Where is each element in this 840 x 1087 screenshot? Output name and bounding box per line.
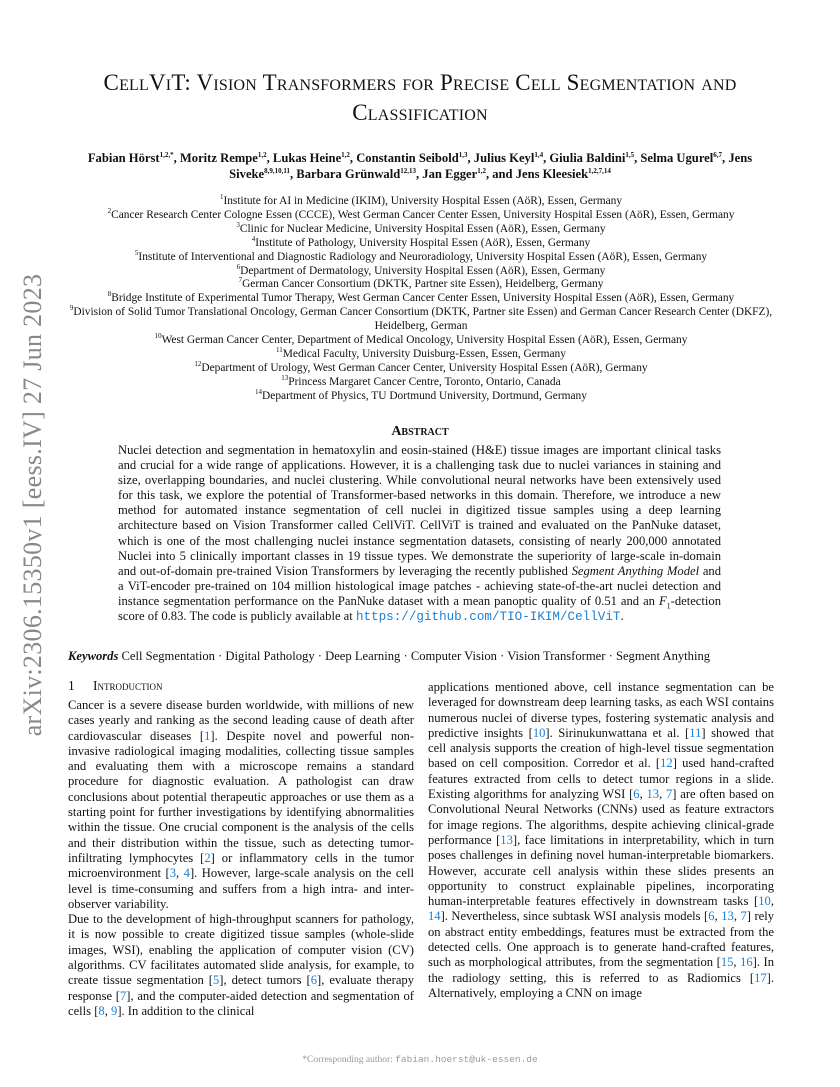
citation-link[interactable]: 10 [532,725,546,740]
citation-link[interactable]: 6 [633,787,640,802]
affiliation-text: Institute for AI in Medicine (IKIM), University Hospital Essen (AöR), Essen, Germany [223,195,623,207]
author-name: Lukas Heine [272,151,342,165]
affiliation [60,223,782,237]
affiliation [60,306,782,334]
keyword: Computer Vision [410,649,497,663]
affiliation [60,209,782,223]
author-name: Jens Siveke [229,151,753,181]
affiliation [60,278,782,292]
author-affiliation-index: 12,13 [400,166,416,175]
author-name: Julius Keyl [473,151,535,165]
affiliation-number: 8 [107,290,112,299]
abstract-text-1: Nuclei detection and segmentation in hematoxylin and eosin-stained (H&E) tissue images are important clinical tasks and crucial for a wide range of applications. However, it is a challenging task due to nuclei variances in staining and size, overlapping boundaries, and nuclei clustering. While convolutional neural networks have been extensively used for this task, we explore the potential of Transformer-based networks in this domain. Therefore, we introduce a new method for automated instance segmentation of cell nuclei in digitized tissue samples using a deep learning architecture based on Vision Transformer called CellViT. CellViT is trained and evaluated on the PanNuke dataset, which is one of the most challenging nuclei instance segmentation datasets, consisting of nearly 200,000 annotated Nuclei into 5 clinically important classes in 19 tissue types. We demonstrate the superiority of large-scale in-domain and out-of-domain pre-trained Vision Transformers by leveraging the recently published [118,443,721,578]
body-paragraph: Due to the development of high-throughput scanners for pathology, it is now possible to create digitized tissue samples (whole-slide images, WSI), enabling the application of computer vision (CV) algorithms. CV facilitates automated slide analysis, for example, to create tissue segmentation [5], detect tumors [6], evaluate therapy response [7], and the computer-aided detection and segmentation of cells [8, 9]. In addition to the clinical [68,912,415,1018]
affiliation-text: West German Cancer Center, Department of Medical Oncology, University Hospital Essen (AöR), Essen, Germany [161,334,688,347]
citation-link[interactable]: 13 [500,832,513,847]
affiliation-number: 4 [251,234,256,243]
author-affiliation-index: 1,2 [341,150,350,159]
affiliation-number: 3 [236,221,240,230]
citation-link[interactable]: 13 [721,909,734,924]
body-paragraph: Cancer is a severe disease burden worldwide, with millions of new cases yearly and ranking as the second leading cause of death after cardiovascular diseases [1]. Despite novel and powerful non-invasive radiological imaging modalities, collecting tissue samples and evaluating them with a microscope remains a standard procedure for diagnostic evaluation. A pathologist can draw conclusions about potential therapeutic approaches or use them as a starting point for further investigations by identifying abnormalities within the tissue. One crucial component is the analysis of the cells and their distribution within the tissue, such as detecting tumor-infiltrating lymphocytes [2] or inflammatory cells in the tumor microenvironment [3, 4]. However, large-scale analysis on the cell level is time-consuming and suffers from a high intra- and inter-observer variability. [68,698,415,911]
author-affiliation-index: 1,2 [477,166,486,175]
citation-link[interactable]: 7 [119,988,127,1003]
citation-link[interactable]: 10 [758,894,771,909]
affiliation [60,234,782,251]
citation-link[interactable]: 3 [169,866,176,881]
affiliation-text: Princess Margaret Cancer Centre, Toronto, Ontario, Canada [288,375,561,388]
affiliation-text: Medical Faculty, University Duisburg-Essen, Essen, Germany [282,347,566,360]
affiliation [60,195,782,209]
code-repository-link[interactable]: https://github.com/TIO-IKIM/CellViT [355,610,621,625]
author-name: Selma Ugurel [640,151,714,165]
affiliation-text: Clinic for Nuclear Medicine, University Hospital Essen (AöR), Essen, Germany [239,222,606,235]
citation-link[interactable]: 6 [310,973,318,988]
affiliation-text: Department of Urology, West German Cancer Center, University Hospital Essen (AöR), Germany [201,361,648,374]
keyword: Deep Learning [325,649,401,663]
citation-link[interactable]: 14 [428,909,441,924]
affiliation-number: 13 [281,373,289,382]
affiliation [60,348,782,362]
affiliation-number: 2 [107,207,112,216]
abstract-emphasis: Segment Anything Model [571,563,700,578]
author-name: Barbara Grünwald [296,167,401,181]
affiliation-number: 14 [255,387,263,396]
affiliation-number: 5 [134,248,139,257]
affiliation [60,262,782,279]
corresponding-email[interactable]: fabian.hoerst@uk-essen.de [395,1054,538,1065]
affiliation-text: Cancer Research Center Cologne Essen (CCCE), West German Cancer Center Essen, University Hospital Essen (AöR), Essen, Germany [111,208,735,221]
keyword: Cell Segmentation [121,649,215,663]
author-affiliation-index: 1,2 [257,150,267,159]
keyword: Vision Transformer [507,649,606,663]
affiliation-list [60,195,782,404]
affiliation-number: 6 [236,262,241,271]
affiliation [60,373,782,390]
citation-link[interactable]: 17 [754,970,767,985]
citation-link[interactable]: 2 [204,850,211,865]
affiliation [60,334,782,348]
affiliation-number: 11 [276,346,283,355]
citation-link[interactable]: 5 [212,973,220,988]
citation-link[interactable]: 9 [111,1003,118,1018]
f1-subscript: 1 [666,601,671,611]
affiliation-text: German Cancer Consortium (DKTK, Partner site Essen), Heidelberg, Germany [242,278,604,291]
section-number: 1 [68,678,75,693]
abstract-heading: Abstract [391,424,449,439]
section-heading-introduction [68,678,163,694]
affiliation-text: Institute of Interventional and Diagnostic Radiology and Neuroradiology, University Hospital Essen (AöR), Essen, Germany [138,250,708,263]
abstract-body: Nuclei detection and segmentation in hematoxylin and eosin-stained (H&E) tissue images are important clinical tasks and crucial for a wide range of applications. However, it is a challenging task due to nuclei variances in staining and size, overlapping boundaries, and nuclei clustering. While convolutional neural networks have been extensively used for this task, we explore the potential of Transformer-based networks in this domain. Therefore, we introduce a new method for automated instance segmentation of cell nuclei in digitized tissue samples using a deep learning architecture based on Vision Transformer called CellViT. CellViT is trained and evaluated on the PanNuke dataset, which is one of the most challenging nuclei instance segmentation datasets, consisting of nearly 200,000 annotated Nuclei into 5 clinically important classes in 19 tissue types. We demonstrate the superiority of large-scale in-domain and out-of-domain pre-trained Vision Transformers by leveraging the recently published Segment Anything Model and a ViT-encoder pre-trained on 104 million histological image patches - achieving state-of-the-art nuclei detection and instance segmentation performance on the PanNuke dataset with a mean panoptic quality of 0.51 and an $F_1$-detection score of 0.83. The code is publicly available at https://github.com/TIO-IKIM/CellViT. [118,443,721,625]
affiliation [60,248,782,265]
author-affiliation-index: 1,3 [458,150,468,159]
f1-symbol: F [658,593,667,608]
affiliation [60,292,782,306]
author-name: Jan Egger [422,167,478,181]
author-name: Moritz Rempe [179,151,258,165]
citation-link[interactable]: 11 [689,725,702,740]
citation-link[interactable]: 7 [740,909,747,924]
keyword: Segment Anything [615,649,711,663]
citation-link[interactable]: 6 [708,909,715,924]
affiliation-text: Bridge Institute of Experimental Tumor Therapy, West German Cancer Center Essen, University Hospital Essen (AöR), Essen, Germany [111,292,735,305]
abstract-text-3: -detection score of 0.83. The code is publicly available at [118,593,721,624]
keywords-label: Keywords [68,649,119,663]
author-list: Fabian Hörst$^{1,2,*}$, Moritz Rempe$^{1,2}$, Lukas Heine$^{1,2}$, Constantin Seibold$^{1,3}$, Julius Keyl$^{1,4}$, Giulia Baldini$^{1,5}$, Selma Ugurel$^{6,7}$, Jens Siveke$^{8,9,10,11}$, Barbara Grünwald$^{12,13}$, Jan Egger$^{1,2}$, and Jens Kleesiek$^{1,2,7,14}$ [87,150,753,181]
citation-link[interactable]: 1 [204,728,211,743]
affiliation-text: Department of Physics, TU Dortmund University, Dortmund, Germany [262,389,587,402]
arxiv-side-stamp: arXiv:2306.15350v1 [eess.IV] 27 Jun 2023 [18,273,47,737]
citation-link[interactable]: 16 [740,955,753,970]
author-name: and Jens Kleesiek [492,167,589,181]
author-affiliation-index: 6,7 [713,150,723,159]
abstract-text-2: and a ViT-encoder pre-trained on 104 million histological image patches - achieving state-of-the-art nuclei detection and instance segmentation performance on the PanNuke dataset with a mean panoptic quality of 0.51 and an [118,563,721,608]
citation-link[interactable]: 4 [183,866,190,881]
intro-left-column [68,698,414,1019]
affiliation [60,387,782,404]
affiliation-text: Department of Dermatology, University Hospital Essen (AöR), Essen, Germany [240,264,606,277]
author-affiliation-index: 1,4 [534,150,544,159]
author-name: Constantin Seibold [356,151,459,165]
author-affiliation-index: 8,9,10,11 [264,166,290,175]
author-affiliation-index: 1,2,* [159,150,174,159]
citation-link[interactable]: 12 [660,756,673,771]
affiliation-number: 1 [219,193,224,202]
affiliation-number: 7 [238,276,243,285]
affiliation-text: Institute of Pathology, University Hospital Essen (AöR), Essen, Germany [255,236,591,249]
citation-link[interactable]: 7 [666,787,673,802]
section-title: Introduction [93,678,163,693]
affiliation-number: 10 [154,332,162,341]
keywords-line: Keywords Cell Segmentation · Digital Pathology · Deep Learning · Computer Vision · Vision Transformer · Segment Anything [68,649,711,663]
body-paragraph: applications mentioned above, cell instance segmentation can be leveraged for downstream deep learning tasks, as each WSI contains numerous nuclei of diverse types, fostering systematic analysis and predictive insights [10]. Sirinukunwattana et al. [11] showed that cell analysis supports the creation of high-level tissue segmentation based on cell composition. Corredor et al. [12] used hand-crafted features extracted from cells to detect tumor regions in a slide. Existing algorithms for analyzing WSI [6, 13, 7] are often based on Convolutional Neural Networks (CNNs) used as feature extractors for image regions. The algorithms, despite achieving clinical-grade performance [13], face limitations in interpretability, which in turn poses challenges in defining novel human-interpretable biomarkers. However, accurate cell analysis within these slides presents an opportunity to construct explainable pipelines, incorporating human-interpretable features effectively in downstream tasks [10, 14]. Nevertheless, since subtask WSI analysis models [6, 13, 7] rely on abstract entity embeddings, features must be extracted from the detected cells. One approach is to generate hand-crafted features, such as morphological attributes, from the segmentation [15, 16]. In the radiology setting, this is referred to as Radiomics [17]. Alternatively, employing a CNN on image [428,680,775,1000]
intro-right-column [428,680,774,1001]
citation-link[interactable]: 13 [646,787,660,802]
author-affiliation-index: 1,5 [625,150,635,159]
affiliation-number: 9 [69,304,74,313]
author-name: Giulia Baldini [549,151,626,165]
paper-title: CellViT: Vision Transformers for Precise Cell Segmentation and Classification [103,70,737,125]
author-name: Fabian Hörst [87,151,160,165]
corresponding-author-footnote: *Corresponding author: fabian.hoerst@uk-essen.de [302,1054,538,1065]
affiliation [60,362,782,376]
citation-link[interactable]: 8 [98,1003,105,1018]
keyword: Digital Pathology [225,649,315,663]
affiliation-text: Division of Solid Tumor Translational Oncology, German Cancer Consortium (DKTK, Partner site Essen) and German Cancer Research Center (DKFZ), Heidelberg, German [73,306,773,333]
affiliation-number: 12 [194,360,202,369]
citation-link[interactable]: 15 [720,955,734,970]
author-affiliation-index: 1,2,7,14 [588,166,611,175]
